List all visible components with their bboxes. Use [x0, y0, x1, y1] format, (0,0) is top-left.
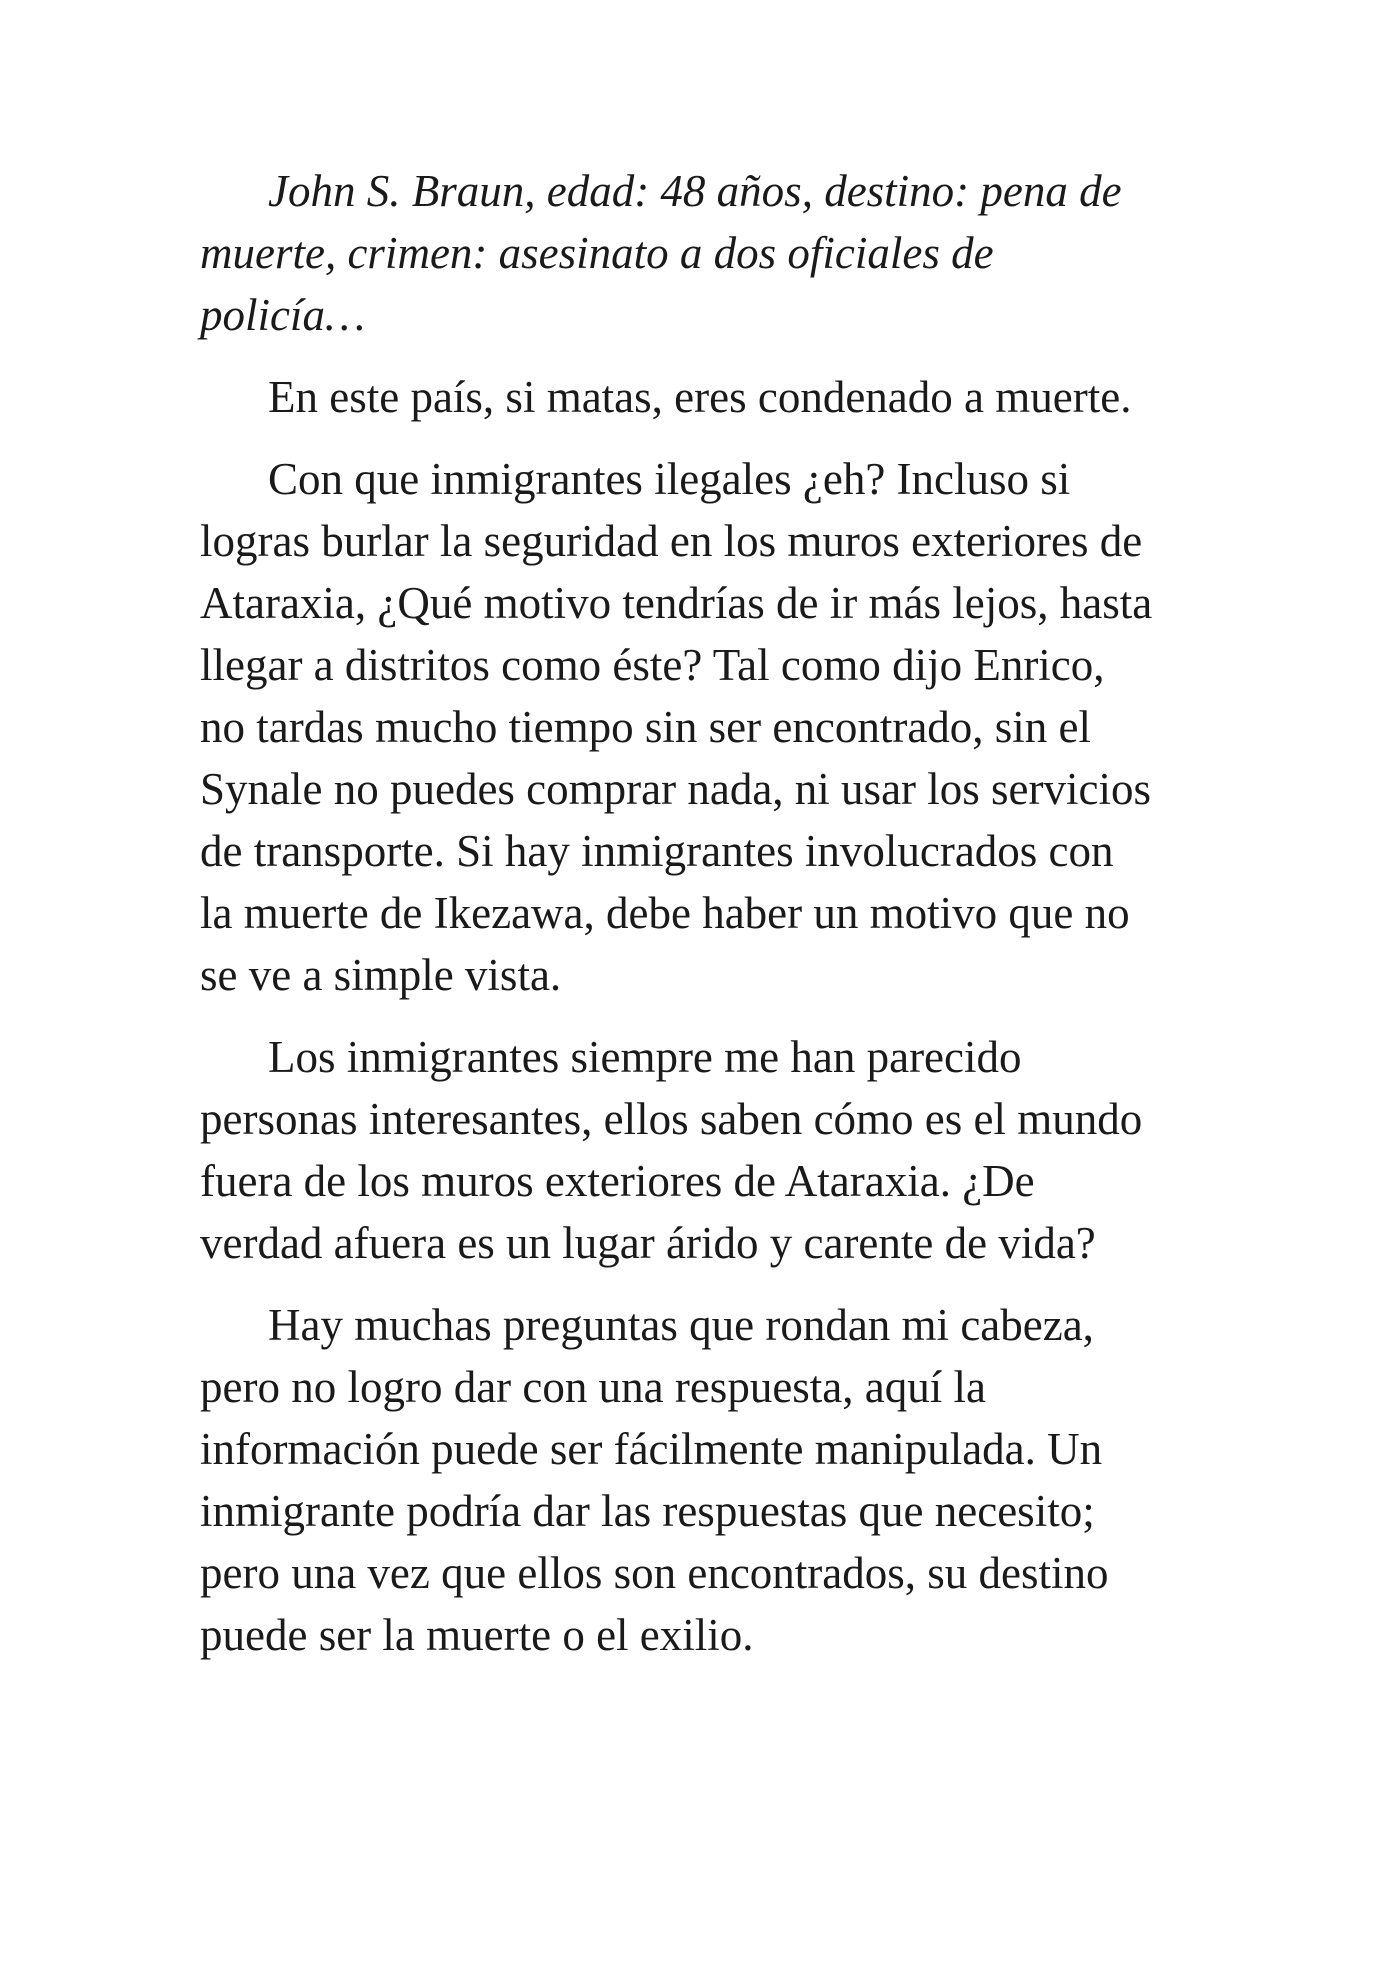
document-page — [200, 160, 1210, 1686]
paragraph-record-entry: John S. Braun, edad: 48 años, destino: pena de muerte, crimen: asesinato a dos oficiales de policía… — [200, 166, 1122, 340]
paragraph: Hay muchas preguntas que rondan mi cabeza, pero no logro dar con una respuesta, aquí la información puede ser fácilmente manipulada. Un inmigrante podría dar las respuestas que necesito; pero una vez que ellos son encontrados, su destino puede ser la muerte o el exilio. — [200, 1300, 1109, 1660]
paragraph: Los inmigrantes siempre me han parecido personas interesantes, ellos saben cómo es el mundo fuera de los muros exteriores de Ataraxia. ¿De verdad afuera es un lugar árido y carente de vida? — [200, 1032, 1143, 1268]
paragraph: En este país, si matas, eres condenado a muerte. — [268, 372, 1132, 422]
paragraph: Con que inmigrantes ilegales ¿eh? Incluso si logras burlar la seguridad en los muros exteriores de Ataraxia, ¿Qué motivo tendrías de ir más lejos, hasta llegar a distritos como éste? Tal como dijo Enrico, no tardas mucho tiempo sin ser encontrado, sin el Synale no puedes comprar nada, ni usar los servicios de transporte. Si hay inmigrantes involucrados con la muerte de Ikezawa, debe haber un motivo que no se ve a simple vista. — [200, 454, 1153, 1000]
